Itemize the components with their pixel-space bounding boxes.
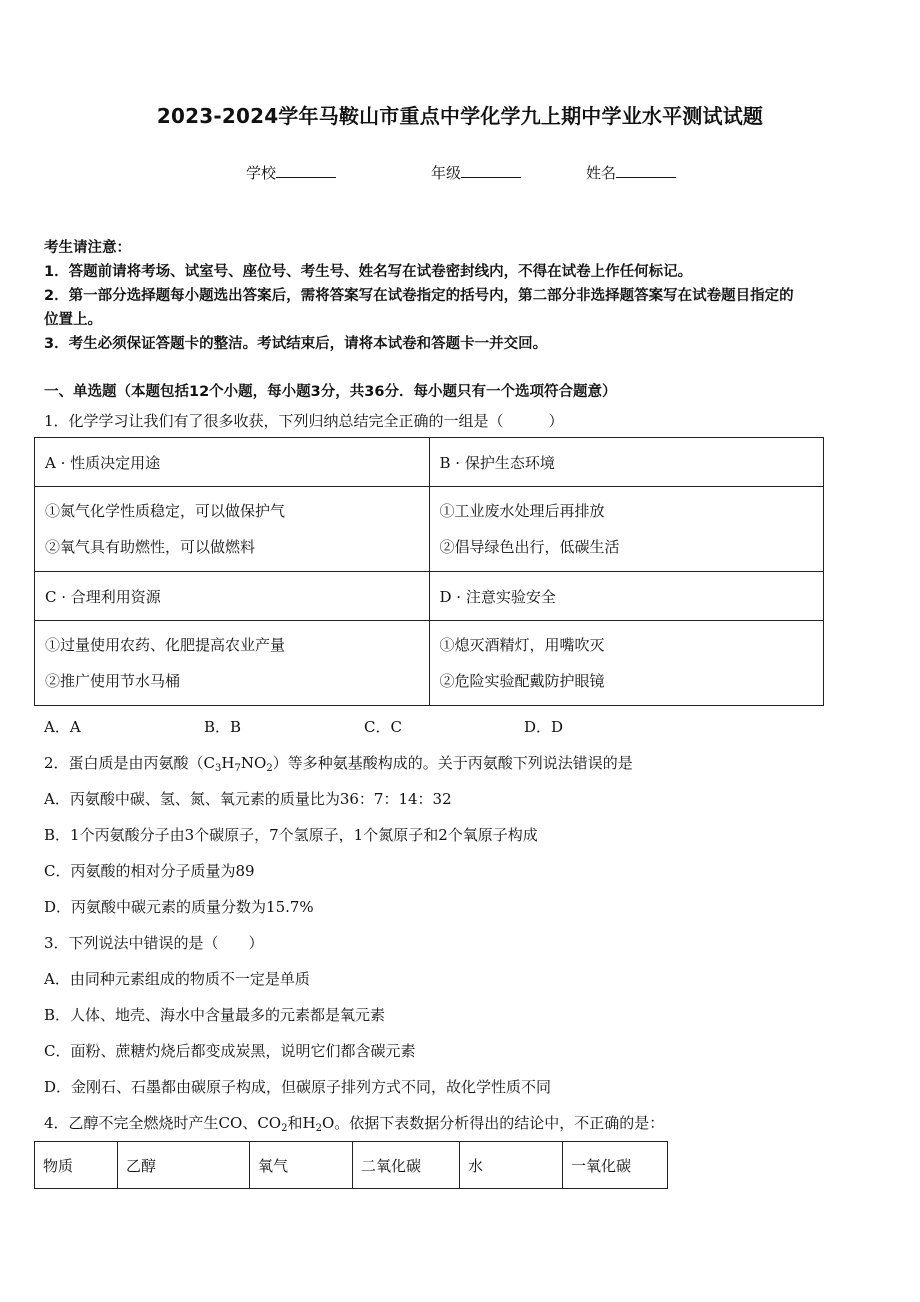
name-field[interactable]: 姓名 [586, 162, 676, 183]
notice-heading: 考生请注意： [44, 240, 131, 256]
q2-stem: 2．蛋白质是由丙氨酸$(C_3H_7NO_2)$等多种氨基酸构成的。关于丙氨酸下列说法错误的是 [44, 754, 633, 774]
q4-header-co2: 二氧化碳 [353, 1142, 460, 1189]
notice-item-2: 2．第一部分选择题每小题选出答案后，需将答案写在试卷指定的括号内，第二部分非选择题答案写在试卷题目指定的 [44, 288, 794, 304]
q3-option-a[interactable]: A．由同种元素组成的物质不一定是单质 [44, 970, 310, 988]
q3-option-d[interactable]: D．金刚石、石墨都由碳原子构成，但碳原子排列方式不同，故化学性质不同 [44, 1078, 552, 1096]
q1-table [34, 437, 824, 706]
q2-option-b[interactable]: B．1个丙氨酸分子由3个碳原子，7个氢原子，1个氮原子和2个氧原子构成 [44, 826, 538, 844]
q1-stem: 1．化学学习让我们有了很多收获，下列归纳总结完全正确的一组是（ ） [44, 412, 564, 430]
q1-cell-c-body: ①过量使用农药、化肥提高农业产量 ②推广使用节水马桶 [35, 621, 430, 706]
q4-header-water: 水 [460, 1142, 563, 1189]
q2-option-a[interactable]: A．丙氨酸中碳、氢、氮、氧元素的质量比为36：7：14：32 [44, 790, 452, 808]
q1-cell-b-body: ①工业废水处理后再排放 ②倡导绿色出行，低碳生活 [429, 487, 824, 572]
q4-header-oxygen: 氧气 [250, 1142, 353, 1189]
q1-option-b[interactable]: B．B [204, 718, 242, 736]
notice-item-2-cont: 位置上。 [44, 312, 102, 328]
q3-stem: 3．下列说法中错误的是（ ） [44, 934, 264, 952]
q4-stem: 4．乙醇不完全燃烧时产生CO、$CO_2$和$H_2O$。依据下表数据分析得出的结论中，不正确的是： [44, 1114, 665, 1134]
q4-header-substance: 物质 [35, 1142, 118, 1189]
q3-option-b[interactable]: B．人体、地壳、海水中含量最多的元素都是氧元素 [44, 1006, 386, 1024]
q2-option-d[interactable]: D．丙氨酸中碳元素的质量分数为15.7% [44, 898, 314, 916]
notice-item-1: 1．答题前请将考场、试室号、座位号、考生号、姓名写在试卷密封线内，不得在试卷上作任何标记。 [44, 264, 693, 280]
q4-table [34, 1141, 668, 1189]
q1-cell-a-body: ①氮气化学性质稳定，可以做保护气 ②氧气具有助燃性，可以做燃料 [35, 487, 430, 572]
page-title: 2023-2024学年马鞍山市重点中学化学九上期中学业水平测试试题 [156, 104, 764, 128]
q1-cell-d-body: ①熄灭酒精灯，用嘴吹灭 ②危险实验配戴防护眼镜 [429, 621, 824, 706]
q1-option-d[interactable]: D．D [524, 718, 564, 736]
section-heading: 一、单选题（本题包括12个小题，每小题3分，共36分．每小题只有一个选项符合题意） [44, 384, 617, 400]
q1-cell-a-head: A · 性质决定用途 [35, 438, 430, 487]
notice-item-3: 3．考生必须保证答题卡的整洁。考试结束后，请将本试卷和答题卡一并交回。 [44, 336, 548, 352]
q1-cell-c-head: C · 合理利用资源 [35, 572, 430, 621]
q1-option-c[interactable]: C．C [364, 718, 402, 736]
q3-option-c[interactable]: C．面粉、蔗糖灼烧后都变成炭黑，说明它们都含碳元素 [44, 1042, 416, 1060]
q4-header-ethanol: 乙醇 [118, 1142, 250, 1189]
q2-option-c[interactable]: C．丙氨酸的相对分子质量为89 [44, 862, 255, 880]
q4-header-co: 一氧化碳 [563, 1142, 668, 1189]
q1-cell-d-head: D · 注意实验安全 [429, 572, 824, 621]
school-field[interactable]: 学校 [246, 162, 336, 183]
q1-cell-b-head: B · 保护生态环境 [429, 438, 824, 487]
grade-field[interactable]: 年级 [431, 162, 521, 183]
q1-option-a[interactable]: A．A [44, 718, 81, 736]
